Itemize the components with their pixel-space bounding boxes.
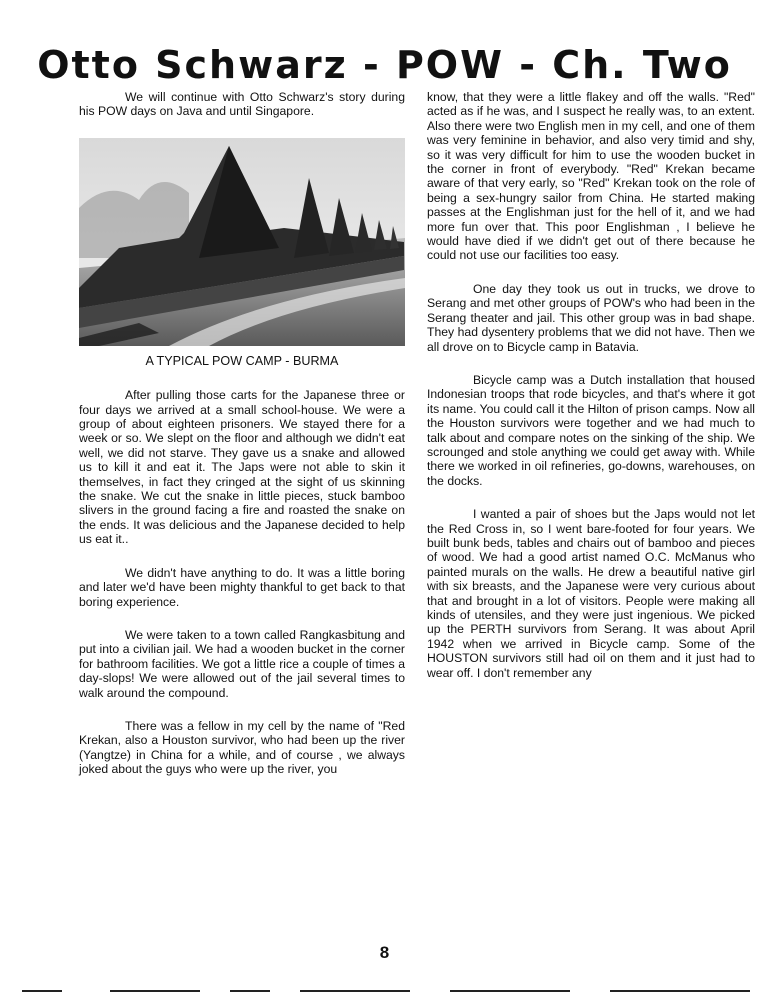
- right-column: [427, 90, 755, 699]
- footer-rule: [300, 990, 410, 992]
- pow-camp-photo-icon: [79, 138, 405, 346]
- body-paragraph: After pulling those carts for the Japanese three or four days we arrived at a small school-house. We were a group of about eighteen prisoners. We stayed there for a week or so. We slept on the floor and although we didn't eat well, we did not starve. They gave us a snake and allowed us to kill it and eat it. The Japs were not able to skin it themselves, in fact they cringed at the sight of us skinning the snake. We cut the snake in little pieces, stuck bamboo slivers in the ground facing a fire and roasted the snake on the ends. It was delicious and the Japanese decided to help us eat it..: [79, 388, 405, 547]
- body-paragraph: One day they took us out in trucks, we drove to Serang and met other groups of POW's who had been in the Serang theater and jail. This other group was in bad shape. They had dysentery problems that we did not have. Then we all drove on to Bicycle camp in Batavia.: [427, 281, 755, 354]
- body-paragraph: I wanted a pair of shoes but the Japs would not let the Red Cross in, so I went bare-footed for four years. We built bunk beds, tables and chairs out of bamboo and pieces of wood. We had a good artist named O.C. McManus who painted murals on the walls. He drew a beautiful native girl with six breasts, and the Japanese were very curious about that and brought in a lot of visitors. People were making all kinds of utensiles, and they were just ingenious. We picked up the PERTH survivors from Serang. It was about April 1942 when we arrived in Bicycle camp. Some of the HOUSTON survivors still had oil on them and it just had to wear off. I don't remember any: [427, 507, 755, 680]
- continued-paragraph: know, that they were a little flakey and off the walls. "Red" acted as if he was, and I suspect he really was, to an extent. Also there were two English men in my cell, and one of them was very feminine in behavior, and also very timid and shy, so it was very difficult for him to use the wooden bucket in the corner in front of everybody. "Red" Krekan became aware of that very early, so "Red" Krekan took on the role of being a sex-hungry sailor from China. He started making passes at the Englishman just for the hell of it, and we had more fun over that. This poor Englishman , I believe he would have died if we didn't get out of there because he could not use our facilities too easy.: [427, 90, 755, 263]
- left-column: [79, 90, 405, 796]
- body-paragraph: There was a fellow in my cell by the name of "Red Krekan, also a Houston survivor, who had been up the river (Yangtze) in China for a while, and of course , we always joked about the guys who were up the river, you: [79, 718, 405, 777]
- footer-rule: [450, 990, 570, 992]
- photo-caption: A TYPICAL POW CAMP - BURMA: [145, 353, 339, 368]
- body-paragraph: We were taken to a town called Rangkasbitung and put into a civilian jail. We had a wooden bucket in the corner for bathroom facilities. We got a little rice a couple of times a day-slops! We were allowed out of the jail several times to walk around the compound.: [79, 627, 405, 700]
- body-paragraph: We didn't have anything to do. It was a little boring and later we'd have been mighty thankful to get back to that boring experience.: [79, 565, 405, 609]
- page-number: 8: [379, 943, 390, 962]
- footer-rule: [110, 990, 200, 992]
- footer-rule: [230, 990, 270, 992]
- body-paragraph: Bicycle camp was a Dutch installation that housed Indonesian troops that rode bicycles, and that's where it got its name. You could call it the Hilton of prison camps. Now all the Houston survivors were together and we had much to talk about and compare notes on the sinking of the ship. We scrounged and stole anything we could get away with. While there we worked in oil refineries, go-downs, warehouses, on the docks.: [427, 372, 755, 488]
- footer-rule: [22, 990, 62, 992]
- intro-paragraph: We will continue with Otto Schwarz's story during his POW days on Java and until Singapore.: [79, 90, 405, 119]
- footer-rule: [610, 990, 750, 992]
- page-title: Otto Schwarz - POW - Ch. Two: [37, 43, 732, 87]
- pow-camp-photo: [79, 138, 405, 346]
